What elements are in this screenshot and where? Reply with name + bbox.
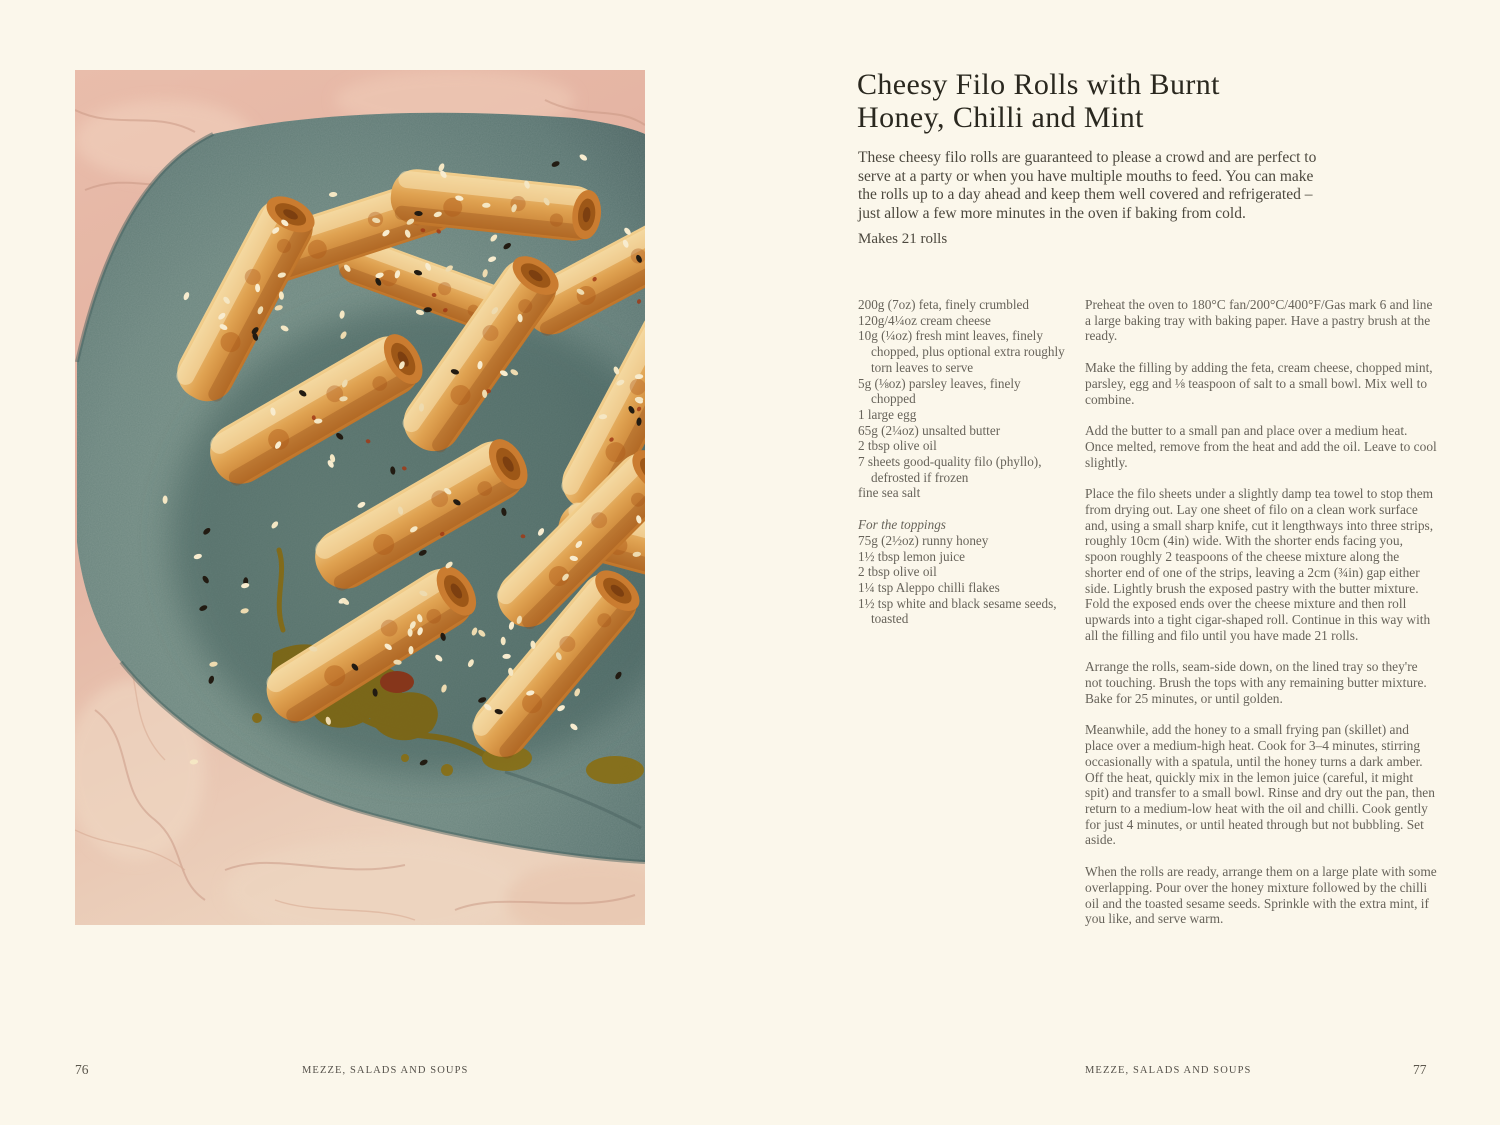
topping-item: 2 tbsp olive oil: [858, 564, 937, 580]
method-step: Preheat the oven to 180°C fan/200°C/400°F/Gas mark 6 and line a large baking tray with baking paper. Have a pastry brush at the ready.: [1085, 297, 1433, 344]
method-step: Arrange the rolls, seam-side down, on the lined tray so they're not touching. Brush the tops with any remaining butter mixture. Bake for 25 minutes, or until golden.: [1085, 659, 1427, 706]
toppings-header: For the toppings: [858, 517, 946, 533]
method-step: Add the butter to a small pan and place over a medium heat. Once melted, remove from the heat and add the oil. Leave to cool slightly.: [1085, 423, 1437, 470]
topping-item: 1½ tsp white and black sesame seeds, toasted: [858, 595, 1057, 627]
ingredient-item: 1 large egg: [858, 406, 917, 422]
method-step: Place the filo sheets under a slightly damp tea towel to stop them from drying out. Lay one sheet of filo on a clean work surface and, using a small sharp knife, cut it lengthways into three strips, roughly 10cm (4in) wide. With the shorter ends facing you, spoon roughly 2 teaspoons of the cheese mixture along the shorter end of one of the strips, leaving a 2cm (¾in) gap either side. Lightly brush the exposed pastry with the butter mixture. Fold the exposed ends over the cheese mixture and then roll upwards into a tight cigar-shaped roll. Continue in this way with all the filling and filo until you have made 21 rolls.: [1085, 486, 1434, 643]
left-page-number: 76: [75, 1062, 89, 1077]
ingredient-item: 5g (⅛oz) parsley leaves, finely chopped: [858, 375, 1021, 407]
ingredient-item: 7 sheets good-quality filo (phyllo), defrosted if frozen: [858, 454, 1042, 485]
recipe-intro: These cheesy filo rolls are guaranteed to please a crowd and are perfect to serve at a party or when you have multiple mouths to feed. You can make the rolls up to a day ahead and keep them well covered and refrigerated – just allow a few more minutes in the oven if baking from cold.: [858, 149, 1317, 222]
method-step: When the rolls are ready, arrange them on a large plate with some overlapping. Pour over the honey mixture followed by the chilli oil and the toasted sesame seeds. Sprinkle with the extra mint, if you like, and serve warm.: [1085, 864, 1437, 927]
method-step: Meanwhile, add the honey to a small frying pan (skillet) and place over a medium-high heat. Cook for 3–4 minutes, stirring occasionally with a spatula, until the honey turns a dark amber. Off the heat, quickly mix in the lemon juice (careful, it might spit) and transfer to a small bowl. Rinse and dry out the pan, then return to a medium-low heat with the oil and chilli. Cook gently for just 4 minutes, or until heated through but not bubbling. Set aside.: [1085, 722, 1435, 848]
filo-rolls-photo-illustration: [75, 70, 645, 925]
recipe-title: [857, 68, 1457, 134]
recipe-title-line-2: Honey, Chilli and Mint: [857, 101, 1144, 134]
left-section-title: MEZZE, SALADS AND SOUPS: [302, 1065, 469, 1076]
method-step: Make the filling by adding the feta, cream cheese, chopped mint, parsley, egg and ⅛ teaspoon of salt to a small bowl. Mix well to combine.: [1085, 360, 1433, 407]
recipe-yield: Makes 21 rolls: [858, 231, 948, 247]
topping-item: 1½ tbsp lemon juice: [858, 548, 965, 564]
method-steps: [1085, 297, 1438, 943]
recipe-title-line-1: Cheesy Filo Rolls with Burnt: [857, 68, 1220, 101]
ingredient-item: 10g (¼oz) fresh mint leaves, finely chopped, plus optional extra roughly torn leaves to serve: [858, 328, 1065, 375]
ingredient-item: 200g (7oz) feta, finely crumbled: [858, 297, 1030, 312]
right-page-number: 77: [1413, 1062, 1427, 1077]
ingredient-item: 120g/4¼oz cream cheese: [858, 312, 991, 328]
topping-item: 1¼ tsp Aleppo chilli flakes: [858, 579, 1000, 595]
recipe-photo: [75, 70, 645, 925]
ingredient-item: 2 tbsp olive oil: [858, 438, 937, 454]
right-section-title: MEZZE, SALADS AND SOUPS: [1085, 1065, 1252, 1076]
ingredient-item: 65g (2¼oz) unsalted butter: [858, 422, 1001, 438]
topping-item: 75g (2½oz) runny honey: [858, 532, 989, 548]
ingredient-item: fine sea salt: [858, 485, 921, 501]
ingredients-list: [858, 297, 1066, 627]
